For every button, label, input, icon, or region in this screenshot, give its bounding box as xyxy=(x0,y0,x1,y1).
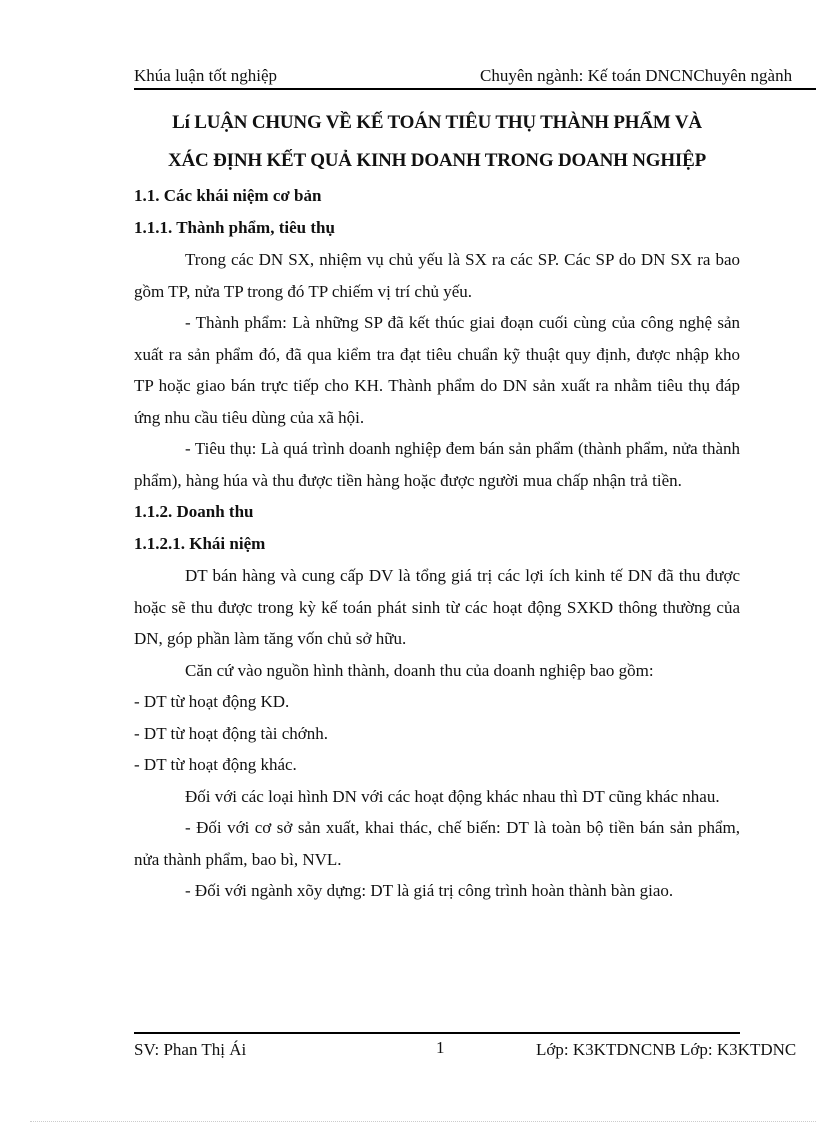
section-heading-1-1-1: 1.1.1. Thành phẩm, tiêu thụ xyxy=(134,218,335,237)
header-thesis-label: Khúa luận tốt nghiệp xyxy=(134,66,278,85)
paragraph: - Tiêu thụ: Là quá trình doanh nghiệp đem bán sản phẩm (thành phẩm, nửa thành phẩm), hàng húa và thu được tiền hàng hoặc được người mua chấp nhận trả tiền. xyxy=(134,439,740,490)
page-number: 1 xyxy=(436,1038,445,1057)
list-item: - DT từ hoạt động khác. xyxy=(134,755,297,774)
paragraph: Đối với các loại hình DN với các hoạt động khác nhau thì DT cũng khác nhau. xyxy=(185,786,720,806)
page-footer xyxy=(134,1038,816,1064)
section-heading-1-1-2: 1.1.2. Doanh thu xyxy=(134,502,254,521)
footer-student-name: SV: Phan Thị Ái xyxy=(134,1040,247,1059)
section-heading-1-1: 1.1. Các khái niệm cơ bản xyxy=(134,186,322,205)
chapter-title-line-2: XÁC ĐỊNH KẾT QUẢ KINH DOANH TRONG DOANH NGHIỆP xyxy=(168,150,706,171)
paragraph: DT bán hàng và cung cấp DV là tổng giá trị các lợi ích kinh tế DN đã thu được hoặc sẽ thu được trong kỳ kế toán phát sinh từ các hoạt động SXKD thông thường của DN, góp phần làm tăng vốn chủ sở hữu. xyxy=(134,566,740,648)
footer-divider xyxy=(134,1032,740,1034)
document-body xyxy=(134,104,740,907)
footer-class-label: Lớp: K3KTDNCNB Lớp: K3KTDNC xyxy=(536,1040,797,1059)
section-heading-1-1-2-1: 1.1.2.1. Khái niệm xyxy=(134,534,266,553)
chapter-title-line-1: Lí LUẬN CHUNG VỀ KẾ TOÁN TIÊU THỤ THÀNH PHẨM VÀ xyxy=(172,112,702,133)
paragraph: Trong các DN SX, nhiệm vụ chủ yếu là SX ra các SP. Các SP do DN SX ra bao gồm TP, nửa TP trong đó TP chiếm vị trí chủ yếu. xyxy=(134,250,740,301)
paragraph: - Đối với cơ sở sản xuất, khai thác, chế biến: DT là toàn bộ tiền bán sản phẩm, nửa thành phẩm, bao bì, NVL. xyxy=(134,818,740,869)
header-major-label: Chuyên ngành: Kế toán DNCNChuyên ngành xyxy=(480,66,793,85)
page-bottom-edge xyxy=(30,1121,816,1122)
list-item: - DT từ hoạt động tài chớnh. xyxy=(134,723,328,743)
paragraph: - Đối với ngành xõy dựng: DT là giá trị công trình hoàn thành bàn giao. xyxy=(185,881,674,900)
page-header xyxy=(134,62,816,90)
paragraph: Căn cứ vào nguồn hình thành, doanh thu của doanh nghiệp bao gồm: xyxy=(185,660,654,680)
list-item: - DT từ hoạt động KD. xyxy=(134,692,290,711)
paragraph: - Thành phẩm: Là những SP đã kết thúc giai đoạn cuối cùng của công nghệ sản xuất ra sản phẩm đó, đã qua kiểm tra đạt tiêu chuẩn kỹ thuật quy định, được nhập kho TP hoặc giao bán trực tiếp cho KH. Thành phẩm do DN sản xuất ra nhằm tiêu thụ đáp ứng nhu cầu tiêu dùng của xã hội. xyxy=(134,313,740,427)
